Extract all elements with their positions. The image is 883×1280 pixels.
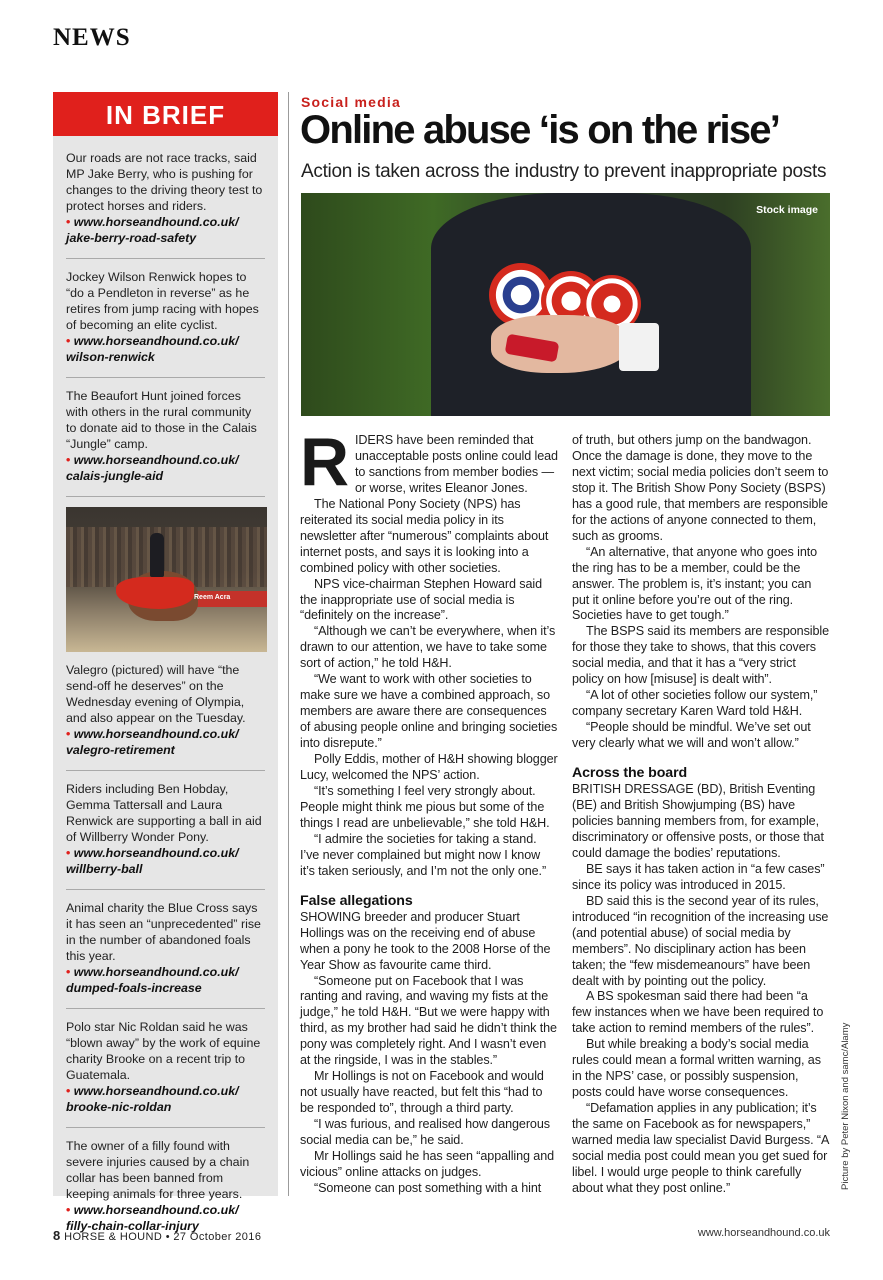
brief-link-text[interactable]: www.horseandhound.co.uk/ brooke-nic-roldan [66,1084,239,1114]
drop-cap: R [300,424,350,500]
brief-item [66,259,265,378]
brief-link-text[interactable]: www.horseandhound.co.uk/ wilson-renwick [66,334,239,364]
paragraph: SHOWING breeder and producer Stuart Hollings was on the receiving end of abuse when a pony he took to the 2008 Horse of the Year Show as favourite came third. [300,909,551,972]
brief-item [66,1009,265,1128]
brief-link-text[interactable]: www.horseandhound.co.uk/ valegro-retirement [66,727,239,757]
article-column-1 [300,424,558,1197]
lead-text: IDERS have been reminded that unacceptable posts online could lead to sanctions from member bodies — or worse, writes Eleanor Jones. [355,433,558,495]
brief-text: The owner of a filly found with severe injuries caused by a chain collar has been banned from keeping animals for three years. [66,1139,250,1201]
brief-link-text[interactable]: www.horseandhound.co.uk/ dumped-foals-increase [66,965,239,995]
issue-date: • 27 October 2016 [165,1231,262,1243]
bullet-icon: • [66,846,74,860]
bullet-icon: • [66,1203,74,1217]
paragraph: Polly Eddis, mother of H&H showing blogger Lucy, welcomed the NPS’ action. [300,752,558,783]
photo-credit: Picture by Peter Nixon and samc/Alamy [840,1022,851,1190]
brief-text: The Beaufort Hunt joined forces with others in the rural community to donate aid to those in the Calais “Jungle” camp. [66,389,257,451]
paragraph: “We want to work with other societies to make sure we have a combined approach, so members are aware there are consequences of abusing people online and bringing societies into disrepute.” [300,672,558,751]
paragraph: NPS vice-chairman Stephen Howard said the inappropriate use of social media is “definitely on the increase”. [300,576,542,623]
paragraph: The BSPS said its members are responsible for those they take to shows, that this covers social media, and that it has a “very strict policy on how [misuse] is dealt with”. [572,624,829,687]
bullet-icon: • [66,1084,74,1098]
article-column-2 [572,433,830,1197]
paragraph: of truth, but others jump on the bandwagon. Once the damage is done, they move to the next victim; social media policies don’t seem to stop it. The British Show Pony Society (BSPS) has a good rule, that members are responsible for the actions of anyone connected to them, such as grooms. [572,433,829,543]
paragraph: BE says it has taken action in “a few cases” since its policy was introduced in 2015. [572,861,825,892]
brief-item [66,652,265,771]
in-brief-list [53,136,278,1246]
paragraph [300,424,558,500]
paragraph: Mr Hollings is not on Facebook and would not usually have reacted, but felt this “had to be responded to”, through a third party. [300,1069,544,1116]
paragraph: “Someone put on Facebook that I was ranting and raving, and waving my fists at the judge,” he told H&H. “But we were happy with third, as my brother had said he didn’t think the pony was completely right. And I wasn’t even at the ringside, I was in the stables.” [300,973,557,1068]
paragraph: BD said this is the second year of its rules, introduced “in recognition of the increasing use (and potential abuse) of social media by members”. No disciplinary action has been taken; the “few misdemeanours” have been dealt with by pointing out the policy. [572,893,829,988]
page-number: 8 [53,1228,61,1243]
paragraph: “I admire the societies for taking a stand. I’ve never complained but might now I know it’s taken seriously, and I’m not the only one.” [300,831,547,878]
banner-logo: Reem Acra [194,594,231,601]
bullet-icon: • [66,965,74,979]
bullet-icon: • [66,727,74,741]
paragraph: But while breaking a body’s social media rules could mean a formal written warning, as in the NPS’ case, or possibly suspension, posts could have worse consequences. [572,1037,821,1100]
brief-link[interactable] [66,727,239,757]
paragraph: “Someone can post something with a hint [314,1180,542,1195]
valegro-photo [66,507,267,652]
article-standfirst: Action is taken across the industry to prevent inappropriate posts [301,161,827,182]
footer-website: www.horseandhound.co.uk [697,1227,830,1239]
section-title: NEWS [53,24,131,51]
brief-item [66,890,265,1009]
brief-link-text[interactable]: www.horseandhound.co.uk/ filly-chain-collar-injury [66,1203,239,1233]
brief-link[interactable] [66,215,239,245]
brief-text: Polo star Nic Roldan said he was “blown away” by the work of equine charity Brooke on a recent trip to Guatemala. [66,1020,261,1082]
brief-link[interactable] [66,453,239,483]
brief-text: Animal charity the Blue Cross says it has seen an “unprecedented” rise in the number of abandoned foals this year. [66,901,261,963]
bullet-icon: • [66,215,74,229]
bullet-icon: • [66,334,74,348]
publication-name: HORSE & HOUND [64,1231,163,1243]
brief-link-text[interactable]: www.horseandhound.co.uk/ calais-jungle-aid [66,453,239,483]
brief-text: Valegro (pictured) will have “the send-off he deserves” on the Wednesday evening of Olympia, and also appear on the Tuesday. [66,663,246,725]
article-photo [301,193,830,416]
brief-link-text[interactable]: www.horseandhound.co.uk/ willberry-ball [66,846,239,876]
paragraph: The National Pony Society (NPS) has reiterated its social media policy in its newsletter after “numerous” complaints about internet posts, and says it is looking into a combined policy with other societies. [300,496,549,575]
column-divider [288,92,289,1196]
brief-item [66,136,265,259]
brief-link[interactable] [66,965,239,995]
paragraph: BRITISH DRESSAGE (BD), British Eventing (BE) and British Showjumping (BS) have policies banning members from, for example, discriminatory or offensive posts, or those that could damage the bodies’ reputations. [572,782,824,860]
subheading: Across the board [572,765,688,782]
paragraph: A BS spokesman said there had been “a few instances when we have been required to take action to remind members of the rules”. [572,989,824,1036]
paragraph: “A lot of other societies follow our system,” company secretary Karen Ward told H&H. [572,688,818,719]
brief-link[interactable] [66,846,239,876]
paragraph: “I was furious, and realised how dangerous social media can be,” he said. [300,1117,550,1148]
footer-folio [53,1228,261,1243]
subheading: False allegations [300,892,413,909]
in-brief-sidebar [53,92,278,1233]
brief-text: Jockey Wilson Renwick hopes to “do a Pendleton in reverse” as he retires from jump racing with hopes of becoming an elite cyclist. [66,270,259,332]
paragraph: “Although we can’t be everywhere, when it’s drawn to our attention, we have to take some sort of action,” he told H&H. [300,624,556,671]
article-headline: Online abuse ‘is on the rise’ [300,108,780,152]
bullet-icon: • [66,453,74,467]
brief-link[interactable] [66,1084,239,1114]
in-brief-heading: IN BRIEF [53,92,278,136]
paragraph: Mr Hollings said he has seen “appalling and vicious” online attacks on judges. [300,1148,555,1179]
paragraph: “People should be mindful. We’ve set out very clearly what we will and won’t allow.” [572,720,811,751]
paragraph: “Defamation applies in any publication; it’s the same on Facebook as for newspapers,” warned media law specialist David Burgess. “A social media post could mean you get sued for libel. I would urge people to think carefully about what they post online.” [572,1101,829,1195]
article-kicker: Social media [301,94,401,110]
paragraph: “An alternative, that anyone who goes into the ring has to be a member, could be the answer. The problem is, it’s instant; you can put it online before you’re out of the ring. Societies have to get tough.” [572,544,818,623]
brief-item [66,378,265,497]
brief-item [66,771,265,890]
paragraph: “It’s something I feel very strongly about. People might think me pious but some of the things I read are unbelievable,” she told H&H. [300,783,550,830]
brief-text: Our roads are not race tracks, said MP Jake Berry, who is pushing for changes to the driving theory test to protect horses and riders. [66,151,263,213]
brief-link-text[interactable]: www.horseandhound.co.uk/ jake-berry-road-safety [66,215,239,245]
photo-tag: Stock image [756,204,818,216]
brief-link[interactable] [66,334,239,364]
brief-text: Riders including Ben Hobday, Gemma Tattersall and Laura Renwick are supporting a ball in aid of Willberry Wonder Pony. [66,782,262,844]
